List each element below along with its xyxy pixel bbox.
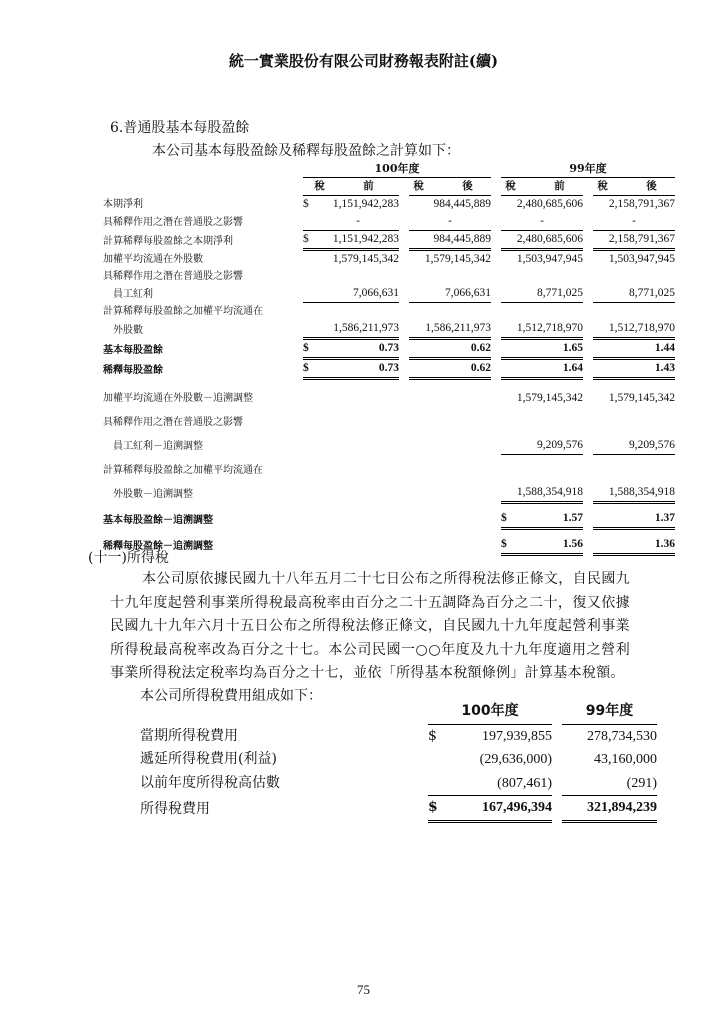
value-cell: 43,160,000 — [594, 752, 657, 767]
eps-row-diluted-eps — [103, 359, 675, 379]
tax-header-100: 100年度 — [428, 700, 552, 724]
tax-header-row — [140, 700, 657, 724]
eps-row-employee-bonus — [103, 285, 675, 303]
value-cell: 1,586,211,973 — [409, 320, 491, 339]
eps-row-dilutive-effect — [103, 213, 675, 231]
row-label: 以前年度所得稅高估數 — [140, 775, 280, 791]
value-cell: 7,066,631 — [317, 285, 399, 303]
tax-row-total — [140, 796, 657, 822]
value-cell: - — [501, 213, 583, 231]
sub-header-pretax-100: 稅 前 — [303, 178, 399, 196]
eps-row-diluted-net-income — [103, 231, 675, 250]
value-text: 1.56 — [562, 538, 583, 550]
value-cell: 0.73 — [317, 359, 399, 379]
eps-sub-header-row — [103, 178, 675, 196]
currency-symbol: $ — [303, 339, 317, 359]
value-cell: - — [593, 213, 675, 231]
row-label: 基本每股盈餘 — [103, 344, 163, 356]
row-label: 計算稀釋每股盈餘之本期淨利 — [103, 235, 233, 247]
value-cell: 984,445,889 — [433, 198, 491, 210]
currency-symbol: $ — [428, 727, 437, 744]
eps-row-weighted-shares — [103, 250, 675, 269]
currency-symbol: $ — [303, 198, 309, 210]
value-cell: (807,461) — [444, 772, 552, 796]
value-cell: 8,771,025 — [593, 285, 675, 303]
value-cell: 167,496,394 — [444, 796, 552, 822]
row-label: 計算稀釋每股盈餘之加權平均流通在 — [103, 306, 263, 317]
value-cell: 197,939,855 — [482, 728, 552, 744]
row-label: 基本每股盈餘－追溯調整 — [103, 514, 213, 526]
value-cell: 0.62 — [409, 339, 491, 359]
value-cell: 1,588,354,918 — [501, 479, 583, 503]
row-label: 計算稀釋每股盈餘之加權平均流通在 — [103, 464, 263, 476]
eps-intro-text: 本公司基本每股盈餘及稀釋每股盈餘之計算如下： — [152, 143, 460, 159]
value-cell: 1,579,145,342 — [332, 253, 399, 265]
tax-row-deferred — [140, 748, 657, 772]
value-cell: (29,636,000) — [479, 752, 552, 767]
page-number: 75 — [357, 982, 370, 997]
value-text: 1.57 — [562, 512, 583, 524]
value-cell: 1,586,211,973 — [317, 320, 399, 339]
row-label: 遞延所得稅費用(利益) — [140, 751, 277, 767]
year-header-100: 100年度 — [303, 160, 491, 178]
value-cell: 2,480,685,606 — [501, 231, 583, 250]
year-header-99: 99年度 — [501, 160, 675, 178]
value-cell: 7,066,631 — [409, 285, 491, 303]
eps-year-header-row — [103, 160, 675, 178]
row-label: 當期所得稅費用 — [140, 727, 238, 744]
row-label: 稀釋每股盈餘 — [103, 364, 163, 376]
eps-row-net-income — [103, 196, 675, 214]
row-label: 員工紅利 — [113, 288, 153, 300]
value-cell: 1,579,145,342 — [516, 391, 583, 404]
row-label: 員工紅利－追溯調整 — [113, 440, 203, 452]
sub-header-pretax-99: 稅 前 — [501, 178, 583, 196]
eps-row-weighted-shares-restated — [103, 379, 675, 407]
currency-symbol: $ — [303, 359, 317, 379]
tax-expense-table — [140, 700, 657, 823]
value-cell — [501, 529, 583, 555]
row-label: 外股數 — [113, 324, 143, 336]
section-11-heading: (十一)所得稅 — [88, 550, 169, 566]
tax-row-prior-overestimate — [140, 772, 657, 796]
eps-row-employee-bonus-restated — [103, 431, 675, 455]
value-cell: - — [317, 213, 399, 231]
row-label: 加權平均流通在外股數－追溯調整 — [103, 392, 253, 404]
tax-paragraph: 本公司原依據民國九十八年五月二十七日公布之所得稅法修正條文，自民國九十九年度起營利事業所得稅最高稅率由百分之二十五調降為百分之二十，復又依據民國九十九年六月十五日公布之所得稅法修正條文，自民國九十九年度起營利事業所得稅最高稅率改為百分之十七。本公司民國一○○年度及九十九年度適用之營利事業所得稅法定稅率均為百分之十七，並依「所得基本稅額條例」計算基本稅額。 — [110, 571, 630, 681]
currency-symbol: $ — [501, 512, 507, 524]
value-cell: 1,579,145,342 — [608, 391, 675, 404]
row-label: 所得稅費用 — [140, 800, 210, 817]
value-cell: 8,771,025 — [501, 285, 583, 303]
value-cell: 1,151,942,283 — [317, 231, 399, 250]
row-label: 具稀釋作用之潛在普通股之影響 — [103, 271, 243, 282]
eps-row-diluted-shares — [103, 320, 675, 339]
currency-symbol: $ — [428, 796, 444, 822]
value-cell: 1.43 — [593, 359, 675, 379]
eps-row-basic-eps — [103, 339, 675, 359]
tax-intro-text: 本公司所得稅費用組成如下： — [140, 688, 322, 704]
sub-header-aftertax-100: 稅 後 — [409, 178, 491, 196]
eps-row-diluted-shares-label — [103, 303, 675, 321]
value-cell: 2,158,791,367 — [593, 231, 675, 250]
row-label: 具稀釋作用之潛在普通股之影響 — [103, 416, 243, 428]
currency-symbol: $ — [501, 538, 507, 550]
currency-symbol: $ — [303, 231, 317, 250]
value-cell: - — [409, 213, 491, 231]
value-cell: 1,579,145,342 — [424, 253, 491, 265]
value-cell: 1,588,354,918 — [593, 479, 675, 503]
value-cell: 984,445,889 — [409, 231, 491, 250]
eps-row-diluted-eps-restated — [103, 529, 675, 555]
sub-header-aftertax-99: 稅 後 — [593, 178, 675, 196]
value-cell: 278,734,530 — [587, 728, 657, 744]
value-cell: 1.36 — [593, 529, 675, 555]
tax-row-current — [140, 724, 657, 748]
value-cell: (291) — [562, 772, 657, 796]
row-label: 具稀釋作用之潛在普通股之影響 — [103, 216, 243, 228]
value-cell: 1,503,947,945 — [608, 253, 675, 265]
value-cell: 1,151,942,283 — [332, 198, 399, 210]
value-cell: 1.44 — [593, 339, 675, 359]
tax-header-99: 99年度 — [562, 700, 657, 724]
eps-row-basic-eps-restated — [103, 503, 675, 529]
eps-table — [103, 160, 675, 556]
value-cell: 2,480,685,606 — [516, 198, 583, 210]
row-label: 加權平均流通在外股數 — [103, 254, 203, 265]
value-cell: 9,209,576 — [501, 431, 583, 455]
eps-row-diluted-shares-restated — [103, 479, 675, 503]
value-cell: 1.64 — [501, 359, 583, 379]
eps-row-diluted-shares-label-2 — [103, 455, 675, 479]
value-cell: 0.73 — [317, 339, 399, 359]
value-cell — [501, 503, 583, 529]
value-cell: 1,512,718,970 — [593, 320, 675, 339]
eps-row-dilutive-effect-3 — [103, 407, 675, 431]
row-label: 外股數－追溯調整 — [113, 488, 193, 500]
value-cell: 321,894,239 — [562, 796, 657, 822]
row-label: 本期淨利 — [103, 199, 143, 210]
value-cell: 2,158,791,367 — [608, 198, 675, 210]
eps-row-dilutive-effect-2 — [103, 268, 675, 285]
value-cell: 1,512,718,970 — [501, 320, 583, 339]
value-cell: 1,503,947,945 — [516, 253, 583, 265]
value-cell: 1.65 — [501, 339, 583, 359]
value-cell: 1.37 — [593, 503, 675, 529]
page-title: 統一實業股份有限公司財務報表附註(續) — [228, 52, 499, 70]
section-6-heading: 6.普通股基本每股盈餘 — [110, 120, 250, 136]
value-cell: 0.62 — [409, 359, 491, 379]
row-label: 稀釋每股盈餘－追溯調整 — [103, 540, 213, 552]
value-cell: 9,209,576 — [593, 431, 675, 455]
